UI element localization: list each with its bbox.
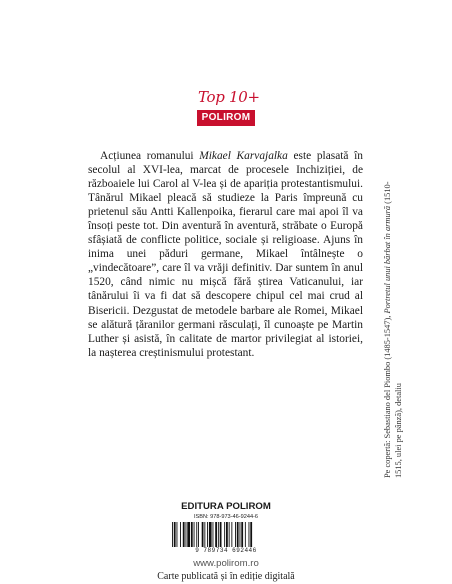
- barcode-icon: [170, 522, 282, 547]
- credit-prefix: Pe copertă: Sebastiano del Piombo (1485-1547),: [383, 313, 392, 478]
- novel-title: Mikael Karvajalka: [199, 150, 288, 162]
- credit-suffix: (1510-1515, ulei pe pânză), detaliu: [383, 181, 403, 478]
- blurb-text-start: Acțiunea romanului: [100, 150, 200, 162]
- cover-credit: [383, 168, 404, 478]
- barcode-digits: 9 789734 692446: [195, 547, 257, 554]
- blurb-text-rest: este plasată în secolul al XVI-lea, marcat de procesele Inchiziției, de războaiele lui Carol al V-lea și de apariția protestantismului. Tânărul Mikael pleacă să studieze la Paris împreună cu prietenul său Antti Kallenpoika, fierarul care mai apoi îl va însoți peste tot. Din aventură în aventură, străbate o Europă sfâșiată de conflicte politice, sociale și religioase. Ajuns în inima unei păduri germane, Mikael întâlnește o „vindecătoare”, care îl va vrăji definitiv. Dar suntem în anul 1520, când nimic nu mișcă fără știrea Vaticanului, iar tânărului îi va fi dat să descopere chipul cel mai crud al Bisericii. Dezgustat de metodele barbare ale Romei, Mikael se alătură țăranilor germani răsculați, îl cunoaște pe Martin Luther și asistă, în calitate de martor privilegiat al istoriei, la nașterea creștinismului protestant.: [88, 150, 363, 359]
- isbn-block: [170, 514, 282, 556]
- publisher-badge: POLIROM: [197, 110, 255, 126]
- publisher-website: www.polirom.ro: [193, 558, 259, 569]
- isbn-number: ISBN: 978-973-46-9244-6: [193, 514, 259, 520]
- series-logo: Top 10+: [198, 88, 260, 106]
- publisher-imprint: EDITURA POLIROM: [181, 501, 271, 512]
- painting-title: Portretul unui bărbat în armură: [383, 205, 392, 314]
- blurb-paragraph: [88, 149, 363, 360]
- digital-edition-note: Carte publicată și în ediție digitală: [157, 571, 295, 582]
- book-blurb: [88, 149, 363, 360]
